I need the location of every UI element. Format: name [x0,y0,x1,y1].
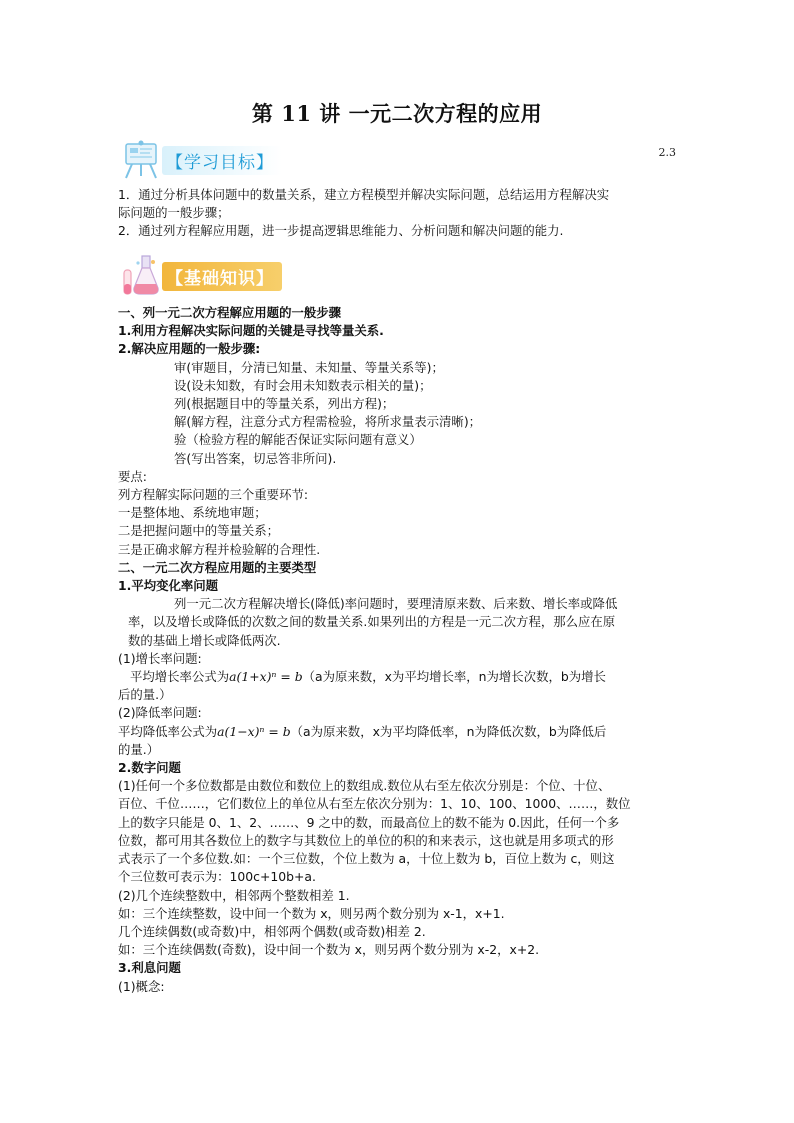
formula-line [118,668,678,686]
type-heading: 3.利息问题 [118,960,181,976]
key-line: 列方程解实际问题的三个重要环节: [118,487,309,503]
step-line: 设(设未知数，有时会用未知数表示相关的量)； [174,377,432,393]
decline-formula: a(1−x)ⁿ = b [217,723,291,739]
section-heading: 二、一元二次方程应用题的主要类型 [118,559,317,575]
page-reference: 2.3 [658,146,676,159]
basic-knowledge-label: 【基础知识】 [162,262,282,291]
formula-prefix: 平均降低率公式为 [118,723,218,739]
type-heading: 2.数字问题 [118,760,181,776]
step-line: 列(根据题目中的等量关系，列出方程)； [174,396,395,412]
subsection-label: (2)降低率问题: [118,705,202,721]
paragraph-line: 几个连续偶数(或奇数)中，相邻两个偶数(或奇数)相差 2. [118,923,426,939]
objectives-section [118,186,678,241]
paragraph-line: 上的数字只能是 0、1、2、……、9 之中的数，而最高位上的数不能为 0.因此，任何一个多 [118,814,620,830]
paragraph-line: 式表示了一个多位数.如：一个三位数，个位上数为 a，十位上数为 b，百位上数为 c，则这 [118,851,615,867]
step-line: 验（检验方程的解能否保证实际问题有意义） [174,432,422,448]
subsection-label: (1)增长率问题: [118,650,202,666]
section-item: 2.解决应用题的一般步骤: [118,341,261,357]
paragraph-line: 如：三个连续偶数(奇数)，设中间一个数为 x，则另两个数分别为 x-2，x+2. [118,942,540,958]
key-line: 一是整体地、系统地审题； [118,505,267,521]
formula-line [118,723,678,741]
objective-line: 际问题的一般步骤； [118,205,230,221]
paragraph-line: 个三位数可表示为：100c+10b+a. [118,869,316,885]
paragraph-line: 率，以及增长或降低的次数之间的数量关系.如果列出的方程是一元二次方程，那么应在原 [128,614,616,630]
growth-formula: a(1+x)ⁿ = b [229,669,303,685]
learning-objectives-badge [118,140,282,180]
subsection-label: (1)概念: [118,978,165,994]
step-line: 解(解方程，注意分式方程需检验，将所求量表示清晰)； [174,414,482,430]
objective-line: 1．通过分析具体问题中的数量关系，建立方程模型并解决实际问题，总结运用方程解决实 [118,187,610,202]
paragraph-line: 列一元二次方程解决增长(降低)率问题时，要理清原来数、后来数、增长率或降低 [174,596,618,612]
type-heading: 1.平均变化率问题 [118,578,219,594]
basic-knowledge-badge [118,254,282,298]
section-heading: 一、列一元二次方程解应用题的一般步骤 [118,305,342,320]
page-title: 第 11 讲 一元二次方程的应用 [251,101,543,126]
key-points-label: 要点: [118,468,147,484]
step-line: 答(写出答案，切忌答非所问). [174,450,337,466]
learning-objectives-label: 【学习目标】 [162,146,282,175]
formula-prefix: 平均增长率公式为 [130,669,230,685]
formula-end: 后的量.） [118,687,172,703]
paragraph-line: (2)几个连续整数中，相邻两个整数相差 1. [118,887,350,903]
section-item: 1.利用方程解决实际问题的关键是寻找等量关系. [118,323,384,339]
objective-line: 2．通过列方程解应用题，进一步提高逻辑思维能力、分析问题和解决问题的能力. [118,223,564,239]
formula-end: 的量.） [118,741,160,757]
paragraph-line: 数的基础上增长或降低两次. [128,632,281,648]
paragraph-line: 位数，都可用其各数位上的数字与其数位上的单位的积的和来表示，这也就是用多项式的形 [118,832,614,848]
paragraph-line: 如：三个连续整数，设中间一个数为 x，则另两个数分别为 x-1，x+1. [118,905,505,921]
formula-explanation: （a为原来数，x为平均降低率，n为降低次数，b为降低后 [290,723,607,739]
key-line: 二是把握问题中的等量关系； [118,523,280,539]
easel-icon [118,140,162,180]
formula-explanation: （a为原来数，x为平均增长率，n为增长次数，b为增长 [302,669,606,685]
basics-section [118,304,678,996]
step-line: 审(审题目，分清已知量、未知量、等量关系等)； [174,359,444,375]
key-line: 三是正确求解方程并检验解的合理性. [118,541,321,557]
flask-icon [118,254,162,298]
paragraph-line: (1)任何一个多位数都是由数位和数位上的数组成.数位从右至左依次分别是：个位、十位、 [118,778,611,794]
paragraph-line: 百位、千位……，它们数位上的单位从右至左依次分别为：1、10、100、1000、……，数位 [118,796,631,812]
